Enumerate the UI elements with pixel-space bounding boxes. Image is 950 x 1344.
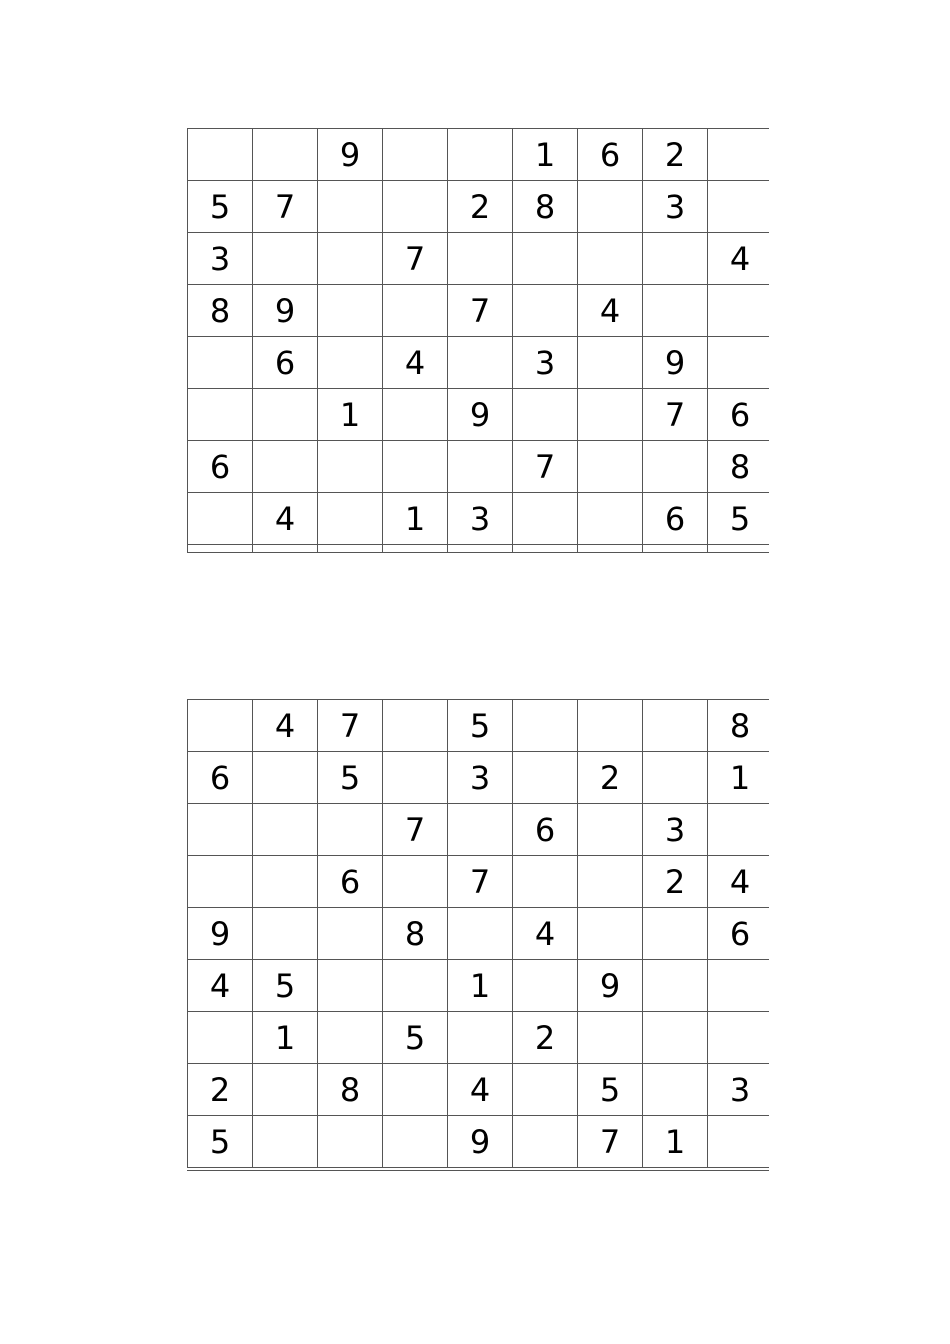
grid-cell[interactable]: [253, 545, 318, 554]
grid-cell[interactable]: 5: [448, 700, 513, 752]
grid-cell[interactable]: [253, 804, 318, 856]
grid-cell[interactable]: 4: [708, 233, 770, 285]
grid-cell[interactable]: 4: [383, 337, 448, 389]
grid-cell[interactable]: [253, 441, 318, 493]
grid-cell[interactable]: 1: [318, 389, 383, 441]
grid-cell[interactable]: [448, 1012, 513, 1064]
grid-cell[interactable]: [383, 700, 448, 752]
grid-cell[interactable]: [383, 1064, 448, 1116]
grid-cell[interactable]: 2: [188, 1064, 253, 1116]
grid-cell[interactable]: 9: [448, 1116, 513, 1168]
grid-cell[interactable]: [513, 1064, 578, 1116]
grid-cell[interactable]: [643, 233, 708, 285]
grid-cell[interactable]: [188, 804, 253, 856]
grid-cell[interactable]: [383, 960, 448, 1012]
grid-cell[interactable]: [708, 804, 770, 856]
grid-cell[interactable]: [643, 1064, 708, 1116]
grid-row: [188, 129, 770, 181]
grid-row: [188, 181, 770, 233]
grid-row: [188, 389, 770, 441]
grid-cell[interactable]: [383, 545, 448, 554]
grid-cell[interactable]: [643, 545, 708, 554]
grid-cell[interactable]: 6: [513, 804, 578, 856]
grid-cell[interactable]: 1: [513, 129, 578, 181]
grid-cell[interactable]: [643, 285, 708, 337]
sudoku-grid: [187, 699, 769, 1168]
grid-cell[interactable]: [643, 908, 708, 960]
grid-cell[interactable]: 2: [448, 181, 513, 233]
grid-cell[interactable]: 2: [578, 752, 643, 804]
grid-row: [188, 233, 770, 285]
grid-cell[interactable]: [383, 285, 448, 337]
grid-cell[interactable]: 7: [383, 233, 448, 285]
grid-cell[interactable]: [708, 545, 770, 554]
grid-cell[interactable]: 9: [643, 337, 708, 389]
grid-cell[interactable]: 5: [578, 1064, 643, 1116]
grid-cell[interactable]: 1: [708, 752, 770, 804]
grid-cell[interactable]: [643, 752, 708, 804]
grid-cell[interactable]: 8: [708, 441, 770, 493]
grid-cell[interactable]: [513, 700, 578, 752]
grid-cell[interactable]: 4: [708, 856, 770, 908]
grid-cell[interactable]: 9: [188, 908, 253, 960]
grid-cell[interactable]: [578, 908, 643, 960]
grid-cell[interactable]: [448, 545, 513, 554]
grid-cell[interactable]: [253, 1064, 318, 1116]
grid-cell[interactable]: [448, 233, 513, 285]
grid-cell[interactable]: 8: [318, 1064, 383, 1116]
grid-row: [188, 856, 770, 908]
grid-cell[interactable]: 7: [448, 856, 513, 908]
grid-row: [188, 752, 770, 804]
grid-cell[interactable]: 4: [253, 493, 318, 545]
grid-cell[interactable]: [643, 700, 708, 752]
grid-cell[interactable]: [578, 337, 643, 389]
grid-row: [188, 545, 770, 554]
grid-cell[interactable]: 4: [448, 1064, 513, 1116]
grid-cell[interactable]: 3: [643, 181, 708, 233]
grid-cell[interactable]: 9: [253, 285, 318, 337]
grid-cell[interactable]: [708, 960, 770, 1012]
grid-cell[interactable]: 8: [188, 285, 253, 337]
grid-cell[interactable]: [448, 804, 513, 856]
grid-cell[interactable]: 6: [188, 441, 253, 493]
grid-cell[interactable]: [318, 337, 383, 389]
grid-cell[interactable]: [578, 181, 643, 233]
grid-cell[interactable]: [383, 752, 448, 804]
grid-cell[interactable]: [513, 285, 578, 337]
grid-row: [188, 1116, 770, 1168]
grid-row: [188, 1012, 770, 1064]
grid-cell[interactable]: [513, 960, 578, 1012]
grid-cell[interactable]: 6: [578, 129, 643, 181]
grid-cell[interactable]: 8: [383, 908, 448, 960]
grid-cell[interactable]: 3: [448, 752, 513, 804]
grid-cell[interactable]: 5: [708, 493, 770, 545]
grid-row: [188, 960, 770, 1012]
grid-cell[interactable]: 6: [253, 337, 318, 389]
grid-cell[interactable]: 5: [318, 752, 383, 804]
grid-cell[interactable]: 6: [318, 856, 383, 908]
grid-cell[interactable]: [513, 752, 578, 804]
grid-cell[interactable]: [448, 129, 513, 181]
grid-cell[interactable]: [318, 493, 383, 545]
grid-cell[interactable]: 7: [578, 1116, 643, 1168]
grid-cell[interactable]: [188, 389, 253, 441]
grid-cell[interactable]: 4: [253, 700, 318, 752]
grid-cell[interactable]: [318, 285, 383, 337]
grid-cell[interactable]: [578, 700, 643, 752]
grid-cell[interactable]: [513, 493, 578, 545]
grid-cell[interactable]: [513, 1116, 578, 1168]
grid-cell[interactable]: 6: [708, 908, 770, 960]
grid-cell[interactable]: 1: [643, 1116, 708, 1168]
grid-cell[interactable]: [513, 233, 578, 285]
grid-cell[interactable]: 3: [448, 493, 513, 545]
grid-cell[interactable]: 3: [708, 1064, 770, 1116]
sudoku-grid: [187, 128, 769, 553]
grid-cell[interactable]: [188, 545, 253, 554]
grid-cell[interactable]: [643, 1012, 708, 1064]
grid-cell[interactable]: 5: [253, 960, 318, 1012]
grid-cell[interactable]: 1: [253, 1012, 318, 1064]
grid-cell[interactable]: [708, 285, 770, 337]
grid-row: [188, 908, 770, 960]
grid-cell[interactable]: 5: [188, 181, 253, 233]
grid-cell[interactable]: 2: [513, 1012, 578, 1064]
grid-cell[interactable]: [318, 908, 383, 960]
grid-row: [188, 493, 770, 545]
grid-cell[interactable]: [253, 1116, 318, 1168]
grid-cell[interactable]: 9: [448, 389, 513, 441]
grid-cell[interactable]: [253, 752, 318, 804]
grid-cell[interactable]: [643, 960, 708, 1012]
grid-row: [188, 285, 770, 337]
grid-cell[interactable]: 7: [253, 181, 318, 233]
grid-cell[interactable]: [578, 441, 643, 493]
grid-row: [188, 700, 770, 752]
grid-cell[interactable]: [188, 337, 253, 389]
grid-cell[interactable]: [318, 233, 383, 285]
grid-cell[interactable]: 7: [318, 700, 383, 752]
grid-cell[interactable]: 7: [448, 285, 513, 337]
grid-cell[interactable]: [708, 129, 770, 181]
grid-cell[interactable]: 1: [448, 960, 513, 1012]
grid-cell[interactable]: 3: [643, 804, 708, 856]
grid-cell[interactable]: [708, 181, 770, 233]
grid-cell[interactable]: [318, 804, 383, 856]
grid-cell[interactable]: [708, 337, 770, 389]
grid-cell[interactable]: [253, 233, 318, 285]
grid-row: [188, 441, 770, 493]
grid-cell[interactable]: 1: [383, 493, 448, 545]
grid-cell[interactable]: [318, 1116, 383, 1168]
grid-cell[interactable]: 5: [188, 1116, 253, 1168]
grid-cell[interactable]: [188, 1012, 253, 1064]
grid-row: [188, 804, 770, 856]
grid-cell[interactable]: [578, 545, 643, 554]
grid-cell[interactable]: [448, 337, 513, 389]
grid-cell[interactable]: [383, 1116, 448, 1168]
grid-cell[interactable]: [513, 856, 578, 908]
grid-cell[interactable]: [318, 441, 383, 493]
grid-cell[interactable]: [513, 545, 578, 554]
grid-cell[interactable]: [578, 856, 643, 908]
grid-cell[interactable]: 4: [513, 908, 578, 960]
grid-cell[interactable]: [383, 441, 448, 493]
grid-cell[interactable]: 6: [708, 389, 770, 441]
grid-cell[interactable]: [513, 389, 578, 441]
grid-cell[interactable]: 8: [708, 700, 770, 752]
grid-cell[interactable]: 2: [643, 856, 708, 908]
grid-cell[interactable]: [578, 804, 643, 856]
grid-cell[interactable]: [448, 908, 513, 960]
grid-cell[interactable]: 6: [643, 493, 708, 545]
grid-cell[interactable]: [253, 908, 318, 960]
grid-cell[interactable]: [383, 856, 448, 908]
grid-cell[interactable]: 4: [578, 285, 643, 337]
grid-cell[interactable]: [318, 1012, 383, 1064]
grid-cell[interactable]: [188, 856, 253, 908]
grid-cell[interactable]: [708, 1116, 770, 1168]
grid-row: [188, 337, 770, 389]
grid-cell[interactable]: [318, 960, 383, 1012]
grid-cell[interactable]: [578, 389, 643, 441]
grid-cell[interactable]: [188, 493, 253, 545]
grid-cell[interactable]: 3: [188, 233, 253, 285]
grid-cell[interactable]: [188, 129, 253, 181]
grid-cell[interactable]: 3: [513, 337, 578, 389]
grid-cell[interactable]: [253, 129, 318, 181]
grid-cell[interactable]: [448, 441, 513, 493]
grid-cell[interactable]: [708, 1012, 770, 1064]
grid-cell[interactable]: 7: [643, 389, 708, 441]
grid-cell[interactable]: [578, 233, 643, 285]
grid-cell[interactable]: 9: [318, 129, 383, 181]
grid-cell[interactable]: [383, 181, 448, 233]
grid-cell[interactable]: [188, 700, 253, 752]
grid-cell[interactable]: 9: [578, 960, 643, 1012]
grid-cell[interactable]: 4: [188, 960, 253, 1012]
grid-cell[interactable]: [253, 389, 318, 441]
grid-cell[interactable]: [318, 181, 383, 233]
grid-cell[interactable]: 2: [643, 129, 708, 181]
grid-cell[interactable]: [253, 856, 318, 908]
sudoku-puzzle-2: [187, 699, 769, 1171]
grid-cell[interactable]: [383, 129, 448, 181]
sudoku-puzzle-1: [187, 128, 769, 553]
grid-row: [188, 1064, 770, 1116]
grid-cell[interactable]: 5: [383, 1012, 448, 1064]
grid-cell[interactable]: [318, 545, 383, 554]
grid-cell[interactable]: [578, 493, 643, 545]
grid-cell[interactable]: 7: [513, 441, 578, 493]
grid-cell[interactable]: [383, 389, 448, 441]
grid-cell[interactable]: 6: [188, 752, 253, 804]
grid-cell[interactable]: [643, 441, 708, 493]
grid-cell[interactable]: 8: [513, 181, 578, 233]
grid-cell[interactable]: 7: [383, 804, 448, 856]
grid-cell[interactable]: [578, 1012, 643, 1064]
